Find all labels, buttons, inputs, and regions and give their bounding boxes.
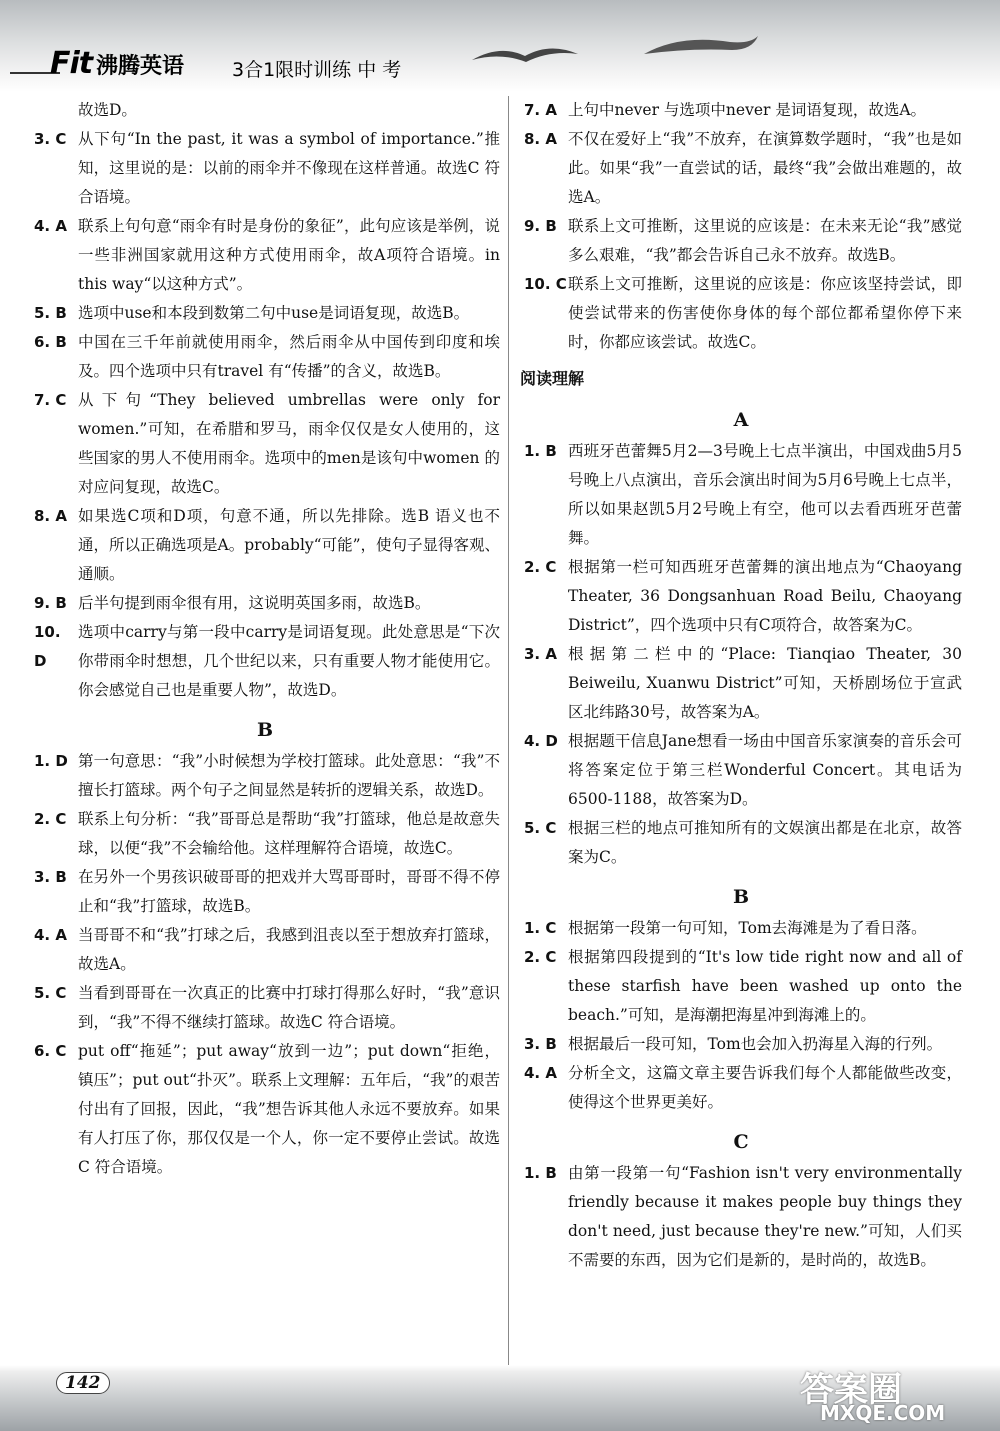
answer-number: 2. C <box>524 558 557 576</box>
answer-explanation: put off“拖延”；put away“放到一边”；put down“拒绝，镇压”；put out“扑灭”。联系上文理解：五年后，“我”的艰苦付出有了回报，因此，“我”想告诉其他人永远不要放弃。如果有人打压了你，那仅仅是一个人，你一定不要停止尝试。故选C 符合语境。 <box>78 1042 500 1176</box>
answer-explanation: 由第一段第一句“Fashion isn't very environmentally friendly because it makes people buy things they don't need, just because they're new.”可知，人们买不需要的东西，因为它们是新的，是时尚的，故选B。 <box>568 1164 962 1269</box>
page-header <box>0 0 1000 92</box>
answer-item <box>520 1159 962 1275</box>
section-heading-b: B <box>732 886 750 908</box>
answer-explanation: 从下句“In the past, it was a symbol of importance.”推知，这里说的是：以前的雨伞并不像现在这样普通。故选C 符合语境。 <box>78 130 500 206</box>
answer-explanation: 中国在三千年前就使用雨伞，然后雨伞从中国传到印度和埃及。四个选项中只有travel 有“传播”的含义，故选B。 <box>78 333 500 380</box>
answer-explanation: 联系上文可推断，这里说的应该是：你应该坚持尝试，即使尝试带来的伤害使你身体的每个部位都希望你停下来时，你都应该尝试。故选C。 <box>568 275 962 351</box>
answer-number: 6. C <box>34 1042 67 1060</box>
answer-item <box>30 589 500 618</box>
answer-explanation: 根据题干信息Jane想看一场由中国音乐家演奏的音乐会可将答案定位于第三栏Wonderful Concert。其电话为6500-1188，故答案为D。 <box>568 732 962 808</box>
answer-explanation: 如果选C项和D项，句意不通，所以先排除。选B 语义也不通，所以正确选项是A。probably“可能”，使句子显得客观、通顺。 <box>78 507 501 583</box>
answer-item <box>520 96 962 125</box>
section-heading-c: C <box>733 1131 749 1153</box>
answer-item <box>30 805 500 863</box>
answer-item <box>520 1030 962 1059</box>
answer-item <box>520 1059 962 1117</box>
answer-number: 1. B <box>524 442 557 460</box>
series-title: 3合1限时训练 中 考 <box>232 59 402 81</box>
answer-item <box>520 437 962 553</box>
answer-number: 6. B <box>34 333 67 351</box>
answer-number: 3. C <box>34 130 67 148</box>
answer-explanation: 根据第一段第一句可知，Tom去海滩是为了看日落。 <box>568 919 927 937</box>
answer-explanation: 根据三栏的地点可推知所有的文娱演出都是在北京，故答案为C。 <box>568 819 962 866</box>
answer-number: 7. C <box>34 391 67 409</box>
answer-number: 4. A <box>524 1064 557 1082</box>
answer-item <box>30 299 500 328</box>
answer-explanation: 从下句“They believed umbrellas were only for women.”可知，在希腊和罗马，雨伞仅仅是女人使用的，这些国家的男人不使用雨伞。选项中的men是该句中women 的对应问复现，故选C。 <box>78 391 500 496</box>
answer-explanation: 当哥哥不和“我”打球之后，我感到沮丧以至于想放弃打篮球，故选A。 <box>78 926 500 973</box>
answer-number: 4. A <box>34 926 67 944</box>
answer-item <box>520 914 962 943</box>
answer-number: 2. C <box>524 948 557 966</box>
answer-item <box>520 553 962 640</box>
answer-explanation: 选项中carry与第一段中carry是词语复现。此处意思是“下次你带雨伞时想想，几个世纪以来，只有重要人物才能使用它。你会感觉自己也是重要人物”，故选D。 <box>78 623 500 699</box>
answer-explanation: 当看到哥哥在一次真正的比赛中打球打得那么好时，“我”意识到，“我”不得不继续打篮球。故选C 符合语境。 <box>78 984 500 1031</box>
left-column <box>30 96 500 1182</box>
logo-chinese: 沸腾英语 <box>96 54 185 79</box>
answer-explanation: 根据第四段提到的“It's low tide right now and all of these starfish have been washed up onto the beach.”可知，是海潮把海星冲到海滩上的。 <box>568 948 962 1024</box>
answer-item <box>30 502 500 589</box>
answer-list-reading-a <box>520 437 962 872</box>
answer-explanation: 不仅在爱好上“我”不放弃，在演算数学题时，“我”也是如此。如果“我”一直尝试的话，最终“我”会做出难题的，故选A。 <box>568 130 962 206</box>
answer-item <box>30 1037 500 1182</box>
answer-explanation: 后半句提到雨伞很有用，这说明英国多雨，故选B。 <box>78 594 431 612</box>
answer-item <box>520 125 962 212</box>
page-number: 142 <box>56 1372 110 1394</box>
answer-explanation: 根据第二栏中的“Place: Tianqiao Theater, 30 Beiweilu, Xuanwu District”可知，天桥剧场位于宣武区北纬路30号，故答案为A。 <box>568 645 962 721</box>
reading-heading: 阅读理解 <box>520 369 585 388</box>
answer-item <box>30 618 500 705</box>
column-divider <box>508 96 509 1366</box>
answer-number: 7. A <box>524 101 557 119</box>
answer-number: 8. A <box>34 507 67 525</box>
answer-number: 5. C <box>34 984 67 1002</box>
watermark-url: MXQE.COM <box>820 1401 946 1425</box>
answer-list-reading-b <box>520 914 962 1117</box>
answer-item <box>520 943 962 1030</box>
answer-explanation: 上句中never 与选项中never 是词语复现，故选A。 <box>568 101 927 119</box>
answer-item <box>520 640 962 727</box>
answer-number: 9. B <box>34 594 67 612</box>
answer-item <box>30 328 500 386</box>
answer-item <box>30 125 500 212</box>
answer-number: 1. B <box>524 1164 557 1182</box>
answer-explanation: 在另外一个男孩识破哥哥的把戏并大骂哥哥时，哥哥不得不停止和“我”打篮球，故选B。 <box>78 868 500 915</box>
answer-number: 9. B <box>524 217 557 235</box>
logo: Fit <box>50 46 93 81</box>
seagull-decoration-icon <box>470 40 580 68</box>
answer-explanation: 分析全文，这篇文章主要告诉我们每个人都能做些改变，使得这个世界更美好。 <box>568 1064 962 1111</box>
answer-number: 4. A <box>34 217 67 235</box>
right-column <box>520 96 962 1275</box>
dolphin-decoration-icon <box>640 32 760 62</box>
answer-explanation: 第一句意思：“我”小时候想为学校打篮球。此处意思：“我”不擅长打篮球。两个句子之间显然是转折的逻辑关系，故选D。 <box>78 752 500 799</box>
answer-item <box>30 747 500 805</box>
answer-list-b <box>30 747 500 1182</box>
answer-number: 10. C <box>524 275 567 293</box>
answer-number: 5. B <box>34 304 67 322</box>
answer-number: 2. C <box>34 810 67 828</box>
answer-explanation: 选项中use和本段到数第二句中use是词语复现，故选B。 <box>78 304 470 322</box>
answer-list-a <box>30 125 500 705</box>
answer-number: 4. D <box>524 732 558 750</box>
answer-explanation: 联系上文可推断，这里说的应该是：在未来无论“我”感觉多么艰难，“我”都会告诉自己永不放弃。故选B。 <box>568 217 962 264</box>
answer-explanation: 联系上句分析：“我”哥哥总是帮助“我”打篮球，他总是故意失球，以便“我”不会输给他。这样理解符合语境，故选C。 <box>78 810 500 857</box>
lead-text: 故选D。 <box>78 101 137 119</box>
answer-number: 8. A <box>524 130 557 148</box>
answer-explanation: 根据最后一段可知，Tom也会加入扔海星入海的行列。 <box>568 1035 943 1053</box>
answer-item <box>30 979 500 1037</box>
answer-item <box>520 727 962 814</box>
answer-item <box>520 270 962 357</box>
section-heading-b: B <box>256 719 274 741</box>
answer-explanation: 西班牙芭蕾舞5月2—3号晚上七点半演出，中国戏曲5月5号晚上八点演出，音乐会演出时间为5月6号晚上七点半，所以如果赵凯5月2号晚上有空，他可以去看西班牙芭蕾舞。 <box>568 442 962 547</box>
answer-explanation: 根据第一栏可知西班牙芭蕾舞的演出地点为“Chaoyang Theater, 36 Dongsanhuan Road Beilu, Chaoyang District”，四个选项中只有C项符合，故答案为C。 <box>568 558 962 634</box>
answer-item <box>520 212 962 270</box>
section-heading-a: A <box>733 409 749 431</box>
answer-item <box>30 921 500 979</box>
answer-number: 1. D <box>34 752 68 770</box>
answer-list-reading-c <box>520 1159 962 1275</box>
watermark: 答案圈 <box>800 1370 902 1410</box>
answer-number: 10. D <box>34 623 61 670</box>
answer-number: 5. C <box>524 819 557 837</box>
answer-item <box>30 212 500 299</box>
answer-number: 3. B <box>34 868 67 886</box>
answer-list-cloze-continued <box>520 96 962 357</box>
answer-item <box>30 386 500 502</box>
answer-number: 3. A <box>524 645 557 663</box>
answer-number: 3. B <box>524 1035 557 1053</box>
answer-number: 1. C <box>524 919 557 937</box>
answer-item <box>520 814 962 872</box>
answer-item <box>30 863 500 921</box>
answer-explanation: 联系上句句意“雨伞有时是身份的象征”，此句应该是举例，说一些非洲国家就用这种方式使用雨伞，故A项符合语境。in this way“以这种方式”。 <box>78 217 500 293</box>
